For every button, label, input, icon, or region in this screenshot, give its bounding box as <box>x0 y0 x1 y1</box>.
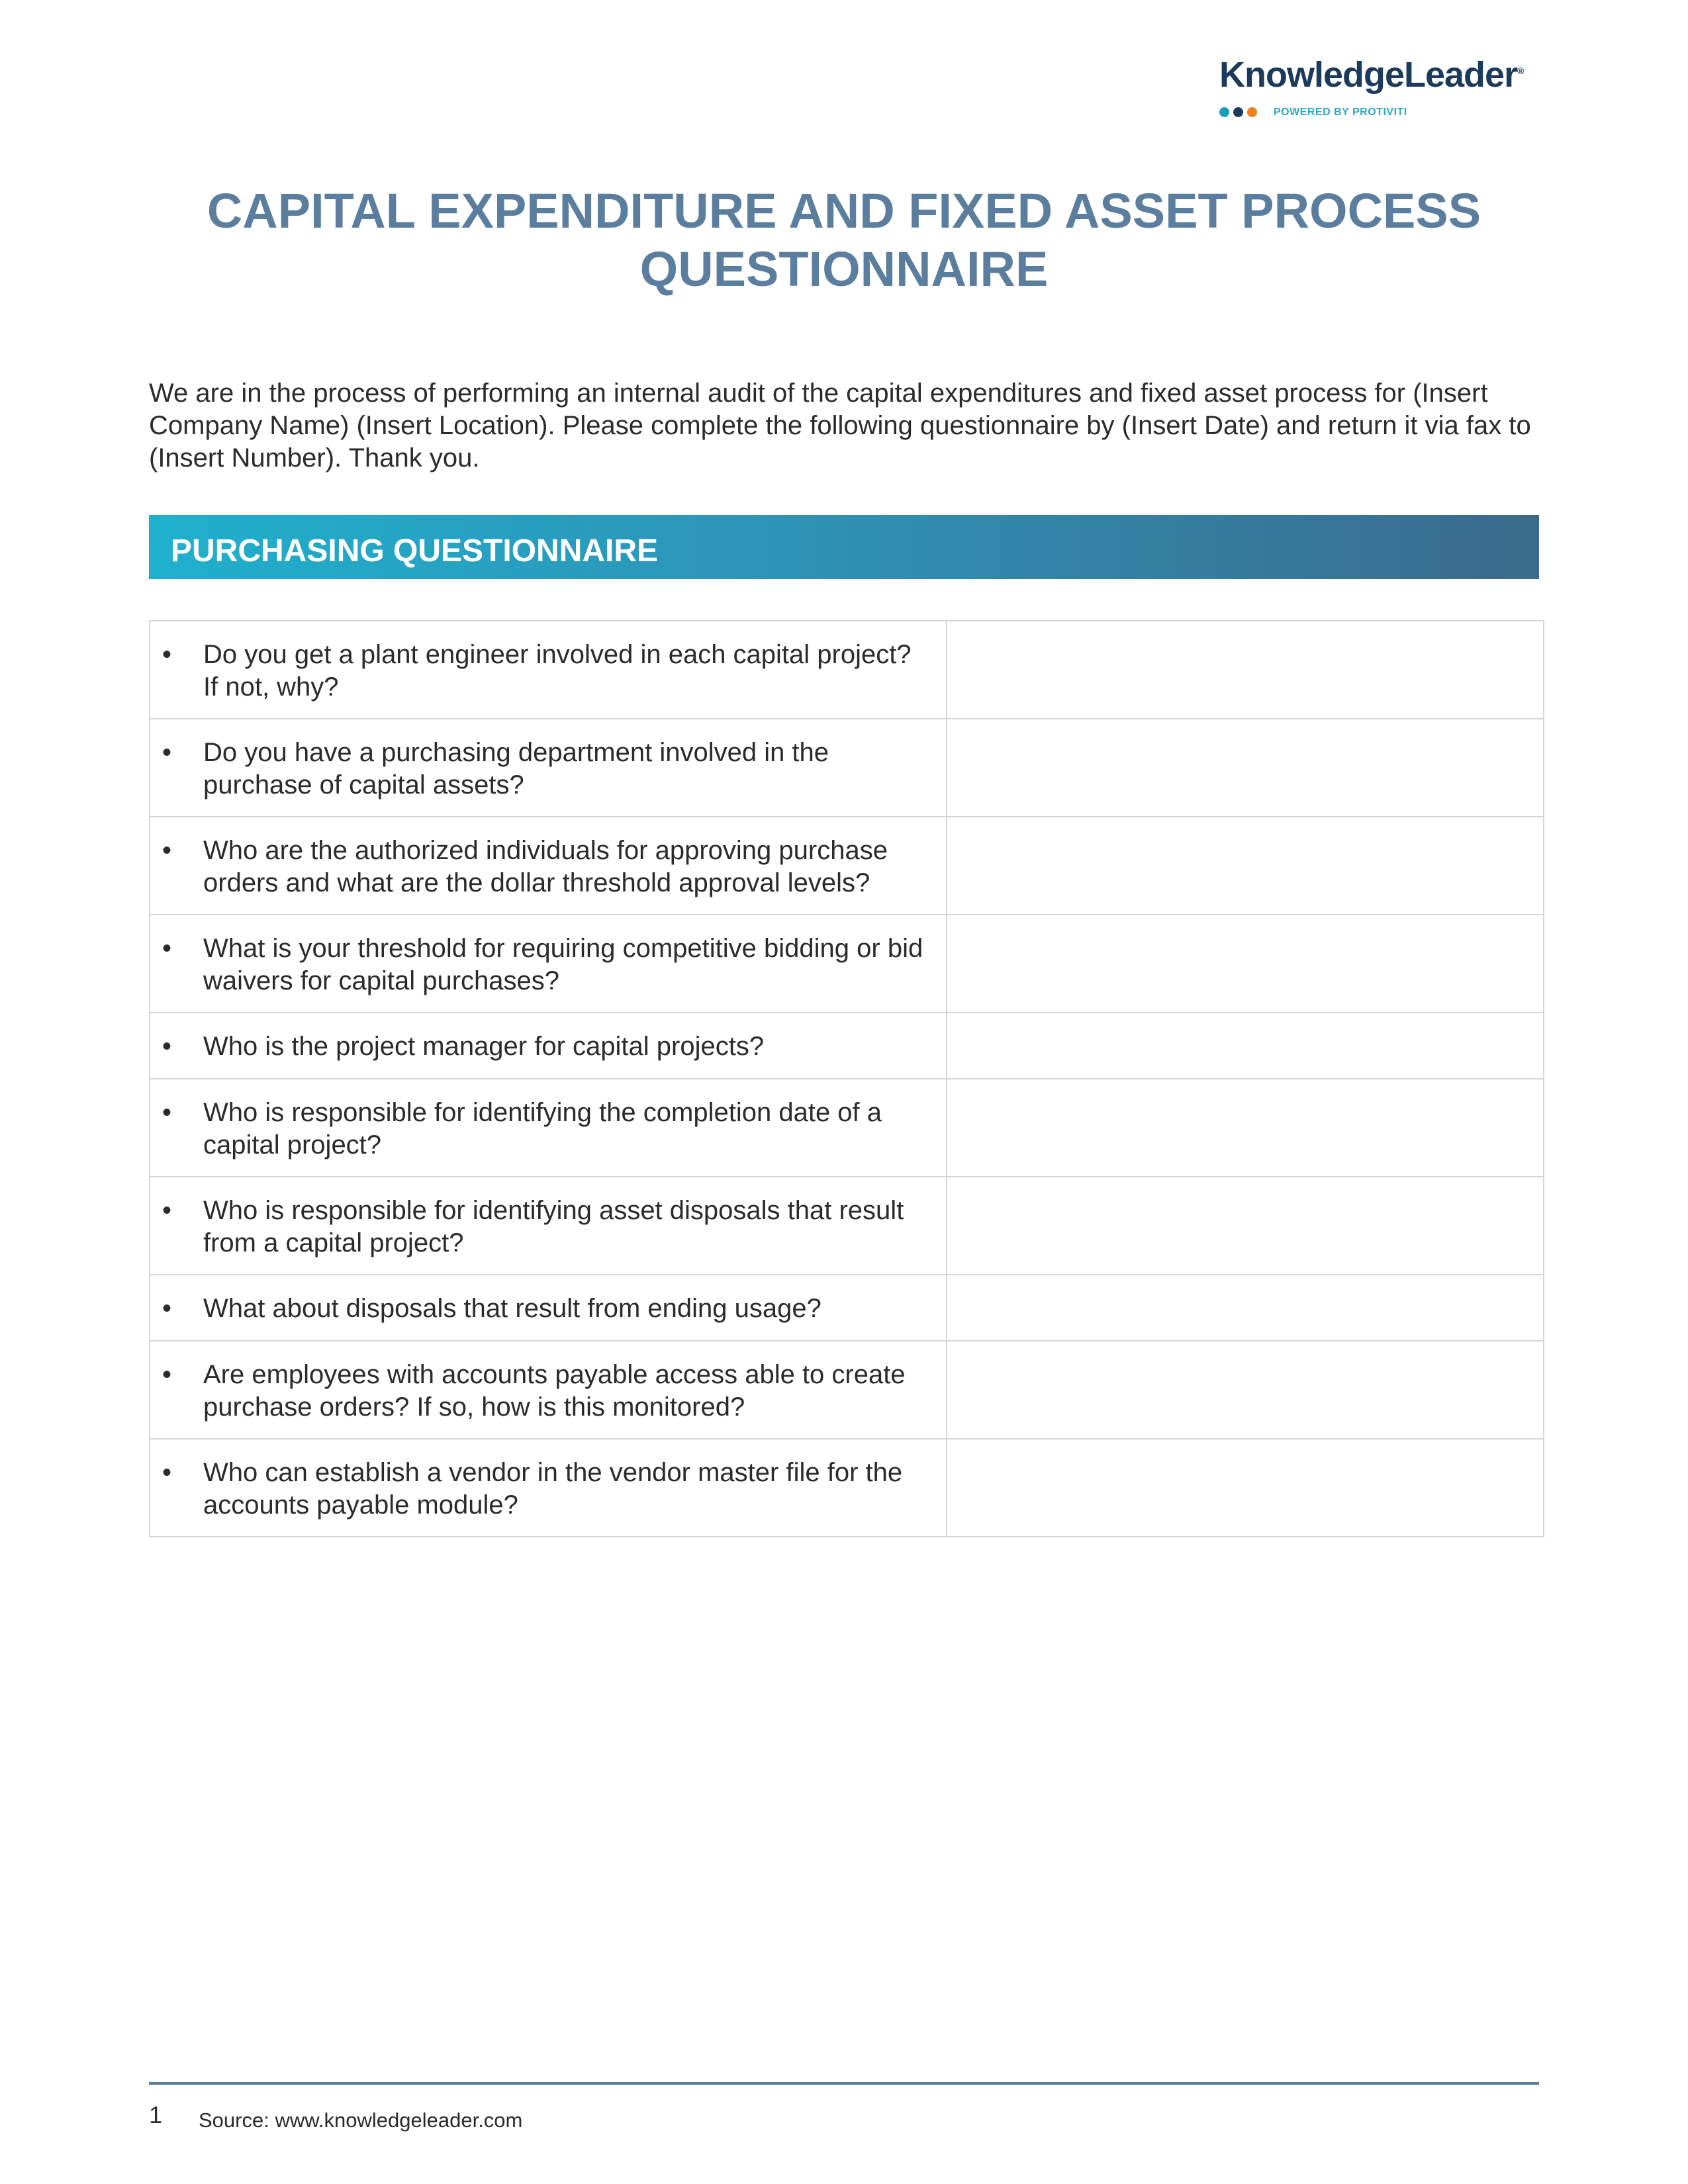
bullet-icon: • <box>162 934 172 963</box>
answer-cell[interactable] <box>947 719 1544 817</box>
question-cell <box>150 621 947 719</box>
bullet-icon: • <box>162 1032 172 1061</box>
answer-cell[interactable] <box>947 1177 1544 1275</box>
logo-registered-mark: ® <box>1517 66 1524 76</box>
question-cell <box>150 1079 947 1177</box>
bullet-icon: • <box>162 1196 172 1225</box>
question-text: Who is responsible for identifying the completion date of a capital project? <box>203 1098 882 1160</box>
answer-cell[interactable] <box>947 817 1544 915</box>
bullet-icon: • <box>162 836 172 865</box>
question-cell <box>150 1275 947 1341</box>
answer-cell[interactable] <box>947 1439 1544 1537</box>
table-row <box>150 1341 1544 1439</box>
knowledgeleader-logo <box>1219 54 1550 127</box>
bullet-icon: • <box>162 640 172 669</box>
logo-dot-navy <box>1233 107 1243 117</box>
logo-dot-teal <box>1219 107 1229 117</box>
table-row <box>150 1013 1544 1079</box>
bullet-icon: • <box>162 1294 172 1323</box>
logo-dot-orange <box>1247 107 1257 117</box>
table-row <box>150 719 1544 817</box>
logo-tagline: POWERED BY PROTIVITI <box>1274 107 1407 118</box>
bullet-icon: • <box>162 1360 172 1389</box>
question-text: What is your threshold for requiring competitive bidding or bid waivers for capital purchases? <box>203 934 923 995</box>
bullet-icon: • <box>162 738 172 767</box>
bullet-icon: • <box>162 1458 172 1487</box>
question-text: Who is responsible for identifying asset disposals that result from a capital project? <box>203 1196 904 1257</box>
table-row <box>150 817 1544 915</box>
answer-cell[interactable] <box>947 1079 1544 1177</box>
source-line: Source: www.knowledgeleader.com <box>199 2109 523 2132</box>
footer-divider <box>149 2082 1539 2085</box>
question-text: Who are the authorized individuals for approving purchase orders and what are the dollar threshold approval levels? <box>203 836 888 897</box>
questionnaire-table <box>149 620 1544 1537</box>
question-text: Who can establish a vendor in the vendor master file for the accounts payable module? <box>203 1458 903 1520</box>
answer-cell[interactable] <box>947 915 1544 1013</box>
table-row <box>150 1275 1544 1341</box>
question-cell <box>150 1341 947 1439</box>
document-title: CAPITAL EXPENDITURE AND FIXED ASSET PROCESS QUESTIONNAIRE <box>207 183 1481 296</box>
question-cell <box>150 1177 947 1275</box>
table-row <box>150 621 1544 719</box>
answer-cell[interactable] <box>947 1341 1544 1439</box>
page-number: 1 <box>149 2101 163 2128</box>
question-cell <box>150 1013 947 1079</box>
question-cell <box>150 915 947 1013</box>
question-text: Do you have a purchasing department involved in the purchase of capital assets? <box>203 738 829 799</box>
logo-dots-icon <box>1219 107 1257 118</box>
section-header-bar <box>149 515 1539 579</box>
question-text: Who is the project manager for capital projects? <box>203 1032 765 1061</box>
answer-cell[interactable] <box>947 1013 1544 1079</box>
question-cell <box>150 1439 947 1537</box>
bullet-icon: • <box>162 1098 172 1127</box>
table-row <box>150 1439 1544 1537</box>
question-cell <box>150 719 947 817</box>
question-cell <box>150 817 947 915</box>
question-text: What about disposals that result from ending usage? <box>203 1294 821 1323</box>
logo-wordmark: KnowledgeLeader® <box>1219 55 1524 95</box>
question-text: Do you get a plant engineer involved in each capital project? If not, why? <box>203 640 912 702</box>
answer-cell[interactable] <box>947 621 1544 719</box>
table-row <box>150 915 1544 1013</box>
intro-paragraph: We are in the process of performing an internal audit of the capital expenditures and fixed asset process for (Insert Company Name) (Insert Location). Please complete the following questionnaire by (Insert Date) and return it via fax to (Insert Number). Thank you. <box>149 379 1531 473</box>
table-row <box>150 1079 1544 1177</box>
question-text: Are employees with accounts payable access able to create purchase orders? If so, how is this monitored? <box>203 1360 906 1422</box>
answer-cell[interactable] <box>947 1275 1544 1341</box>
section-title: PURCHASING QUESTIONNAIRE <box>171 533 659 569</box>
table-row <box>150 1177 1544 1275</box>
